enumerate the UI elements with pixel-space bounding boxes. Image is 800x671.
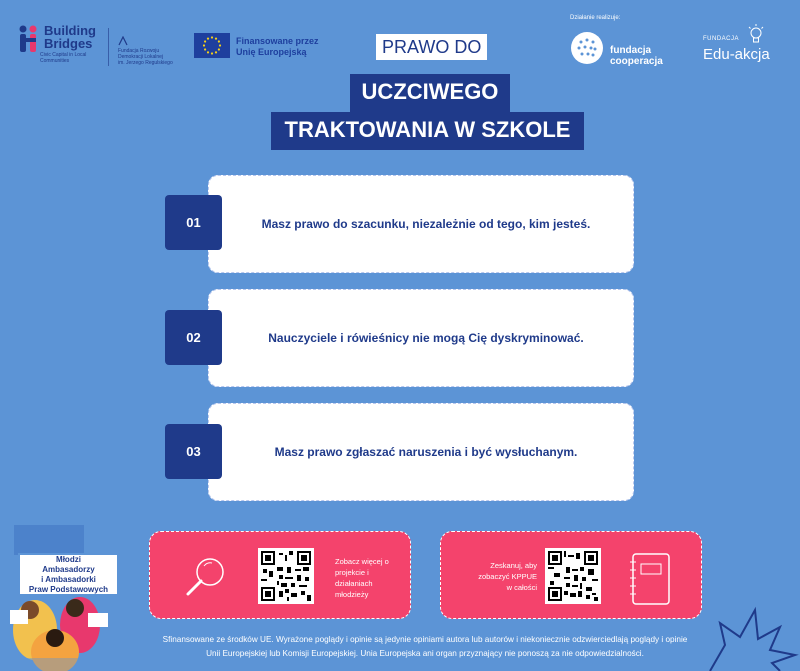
kppue-qr-code[interactable] <box>545 548 601 604</box>
eu-funding-text <box>236 36 319 58</box>
project-info-line-1: Zobacz więcej o <box>335 557 389 566</box>
cooperacja-line2: cooperacja <box>610 56 663 67</box>
building-bridges-logo <box>18 24 108 68</box>
eu-flag-icon <box>194 33 230 58</box>
right-text-3: Masz prawo zgłaszać naruszenia i być wysłuchanym. <box>274 445 578 459</box>
kppue-line-3: w całości <box>506 583 537 592</box>
ambassadors-line-1: Młodzi <box>56 554 81 564</box>
kppue-line-1: Zeskanuj, aby <box>490 561 537 570</box>
project-info-line-3: działaniach <box>335 579 373 588</box>
title-line-2: TRAKTOWANIA W SZKOLE <box>271 112 584 150</box>
disclaimer-line-1: Sfinansowane ze środków UE. Wyrażone poglądy i opinie są jedynie opiniami autora lub autorów i niekoniecznie odzwierciedlają poglądy i opinie <box>162 635 688 644</box>
building-bridges-name-1: Building <box>44 23 96 38</box>
eu-text-line2: Unię Europejską <box>236 47 307 57</box>
magnifier-icon <box>180 552 230 607</box>
kppue-line-2: zobaczyć KPPUE <box>478 572 537 581</box>
right-card-2 <box>208 289 634 387</box>
title-line-1: UCZCIWEGO <box>350 74 510 112</box>
frdl-tagline: im. Jerzego Regulskiego <box>118 60 173 66</box>
kppue-panel <box>440 531 702 619</box>
realization-label: Działanie realizuje: <box>570 15 621 21</box>
frdl-logo <box>118 36 188 66</box>
cooperacja-logo-text <box>610 45 663 67</box>
eu-text-line1: Finansowane przez <box>236 36 319 46</box>
notebook-icon <box>627 550 673 613</box>
right-card-1 <box>208 175 634 273</box>
eu-disclaimer <box>150 633 700 661</box>
right-number-2: 02 <box>165 310 222 365</box>
frdl-name-2: Demokracji Lokalnej <box>118 54 164 60</box>
right-card-3 <box>208 403 634 501</box>
right-number-3: 03 <box>165 424 222 479</box>
project-info-panel <box>149 531 411 619</box>
ambassadors-badge <box>18 553 119 596</box>
eduakcja-small-text: FUNDACJA <box>703 36 740 42</box>
star-burst-decoration-icon <box>700 605 800 671</box>
disclaimer-line-2: Unii Europejskiej lub Komisji Europejskiej. Unia Europejska ani organ przyznający nie ponoszą za nie odpowiedzialności. <box>206 649 644 658</box>
title-prefix: PRAWO DO <box>376 34 487 60</box>
project-info-text <box>335 556 389 600</box>
right-number-1: 01 <box>165 195 222 250</box>
eduakcja-big-text: Edu-akcja <box>703 46 770 63</box>
ambassadors-line-3: i Ambasadorki <box>41 574 96 584</box>
right-text-2: Nauczyciele i rówieśnicy nie mogą Cię dyskryminować. <box>268 331 584 345</box>
project-info-line-2: projekcie i <box>335 568 369 577</box>
kppue-text <box>469 560 537 593</box>
building-bridges-name-2: Bridges <box>44 36 93 51</box>
lightbulb-icon <box>748 24 764 46</box>
ambassadors-line-2: Ambasadorzy <box>42 564 95 574</box>
frdl-name-1: Fundacja Rozwoju <box>118 48 160 54</box>
frdl-mark-icon <box>118 36 128 46</box>
cooperacja-line1: fundacja <box>610 45 652 56</box>
ambassadors-line-4: Praw Podstawowych <box>28 584 109 594</box>
project-qr-code[interactable] <box>258 548 314 604</box>
globe-icon <box>571 32 603 64</box>
building-bridges-mark-icon <box>18 24 40 56</box>
right-text-1: Masz prawo do szacunku, niezależnie od tego, kim jesteś. <box>261 217 591 231</box>
project-info-line-4: młodzieży <box>335 590 369 599</box>
header-divider <box>108 28 109 66</box>
building-bridges-tagline: Civic Capital in Local Communities <box>40 52 87 64</box>
